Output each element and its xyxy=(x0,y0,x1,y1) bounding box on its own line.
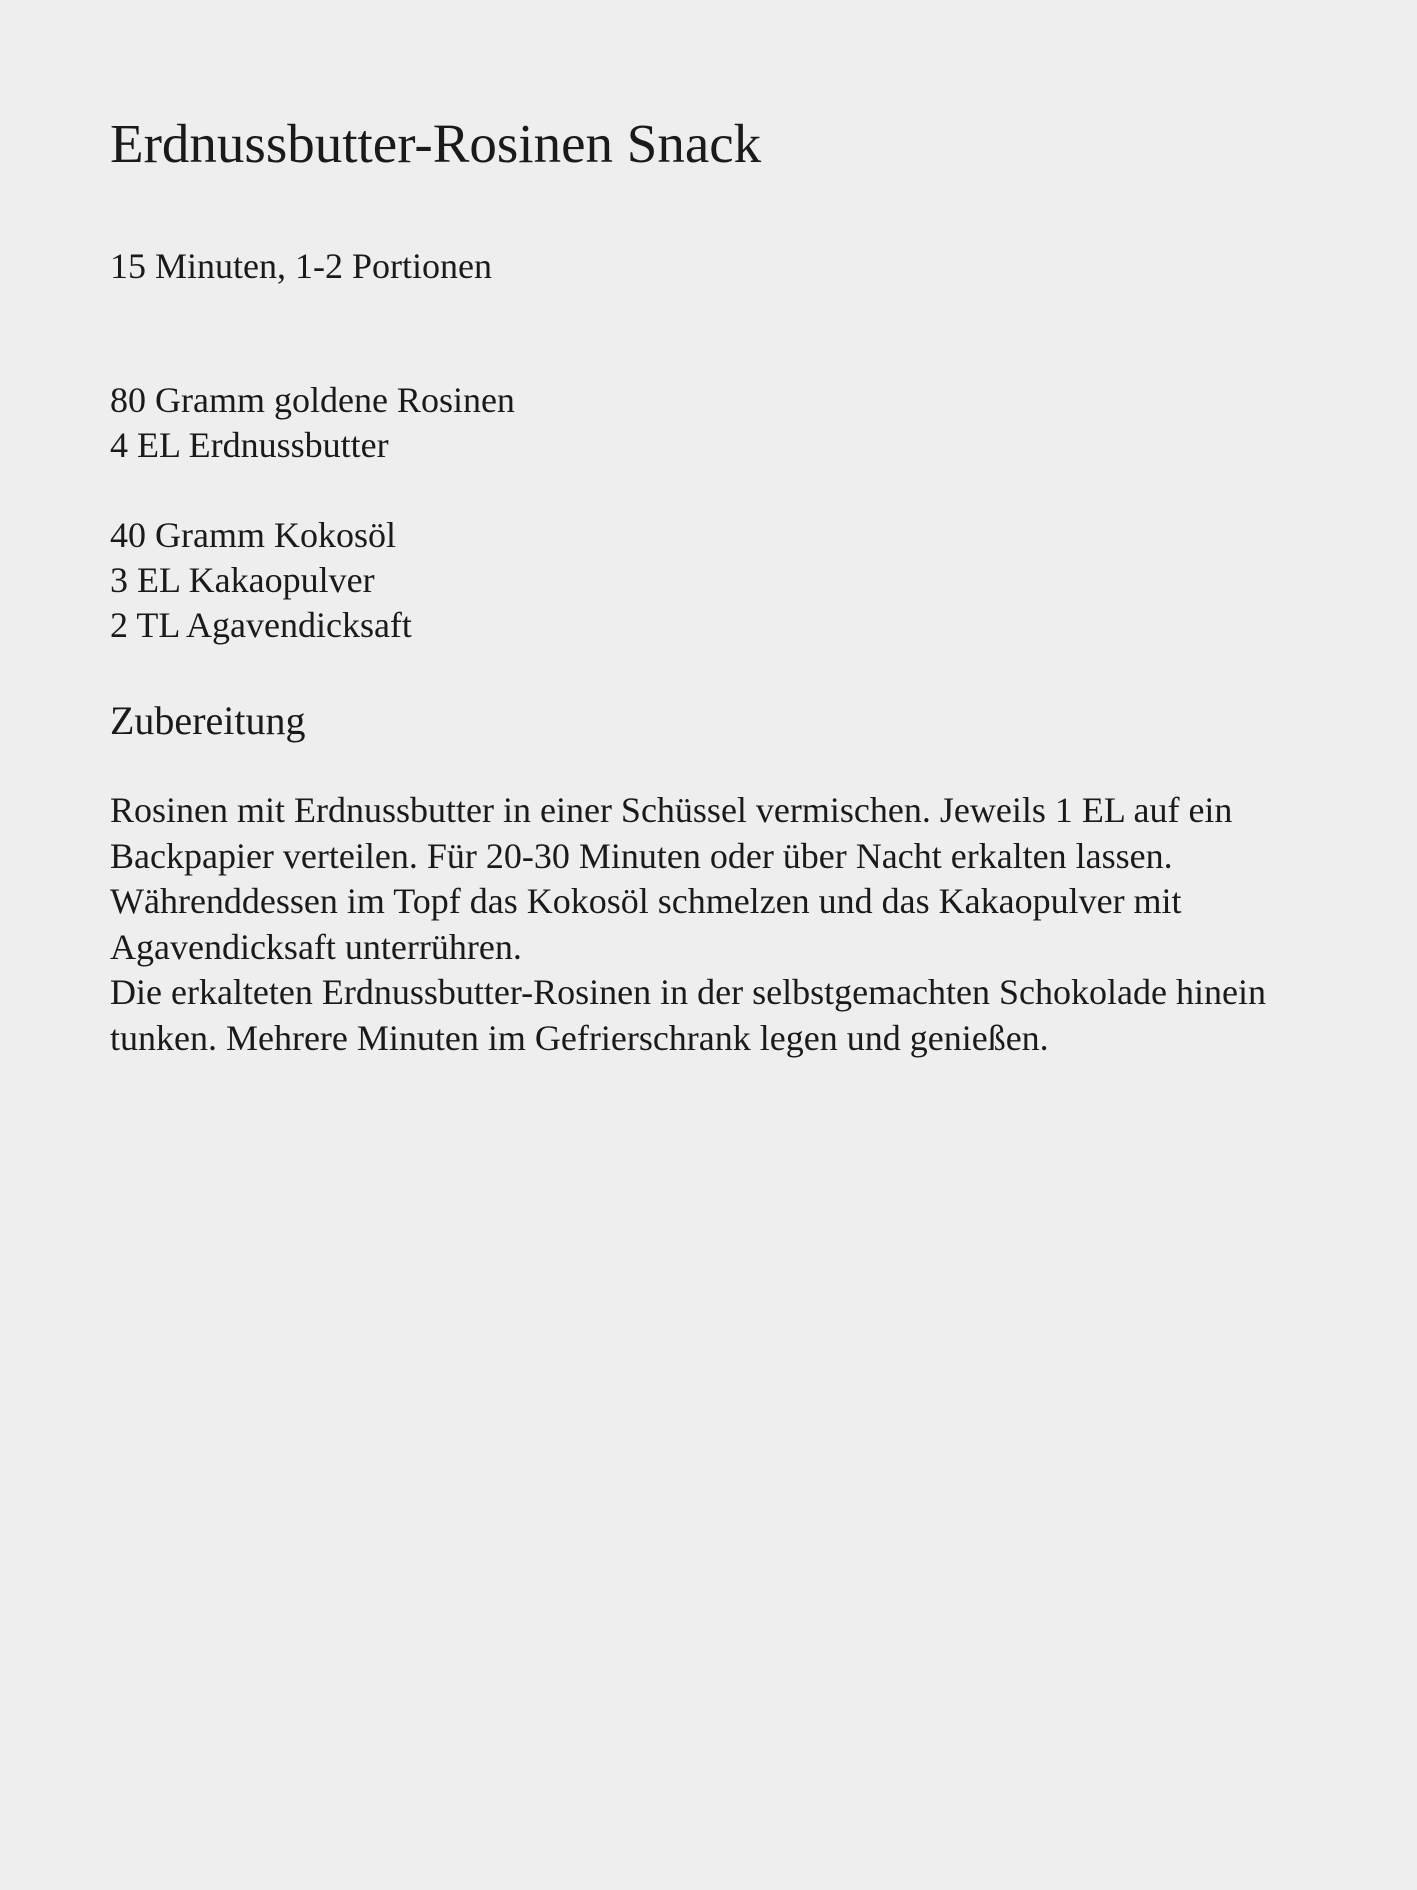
preparation-line: tunken. Mehrere Minuten im Gefrierschrank legen und genießen. xyxy=(110,1017,1049,1058)
preparation-heading: Zubereitung xyxy=(110,698,306,743)
ingredient-item: 4 EL Erdnussbutter xyxy=(110,425,389,465)
ingredient-item: 40 Gramm Kokosöl xyxy=(110,515,396,555)
ingredient-item: 2 TL Agavendicksaft xyxy=(110,605,412,645)
recipe-meta: 15 Minuten, 1-2 Portionen xyxy=(110,246,492,286)
recipe-title: Erdnussbutter-Rosinen Snack xyxy=(110,113,762,174)
preparation-line: Backpapier verteilen. Für 20-30 Minuten oder über Nacht erkalten lassen. xyxy=(110,835,1173,876)
preparation-line: Agavendicksaft unterrühren. xyxy=(110,926,522,967)
preparation-line: Die erkalteten Erdnussbutter-Rosinen in der selbstgemachten Schokolade hinein xyxy=(110,972,1266,1012)
ingredient-group-chocolate xyxy=(110,513,412,648)
ingredient-item: 80 Gramm goldene Rosinen xyxy=(110,380,515,420)
preparation-line: Rosinen mit Erdnussbutter in einer Schüssel vermischen. Jeweils 1 EL auf ein xyxy=(110,790,1233,830)
ingredient-group-base xyxy=(110,378,515,468)
ingredient-item: 3 EL Kakaopulver xyxy=(110,560,375,600)
preparation-text xyxy=(110,788,1266,1061)
preparation-line: Währenddessen im Topf das Kokosöl schmelzen und das Kakaopulver mit xyxy=(110,881,1182,921)
